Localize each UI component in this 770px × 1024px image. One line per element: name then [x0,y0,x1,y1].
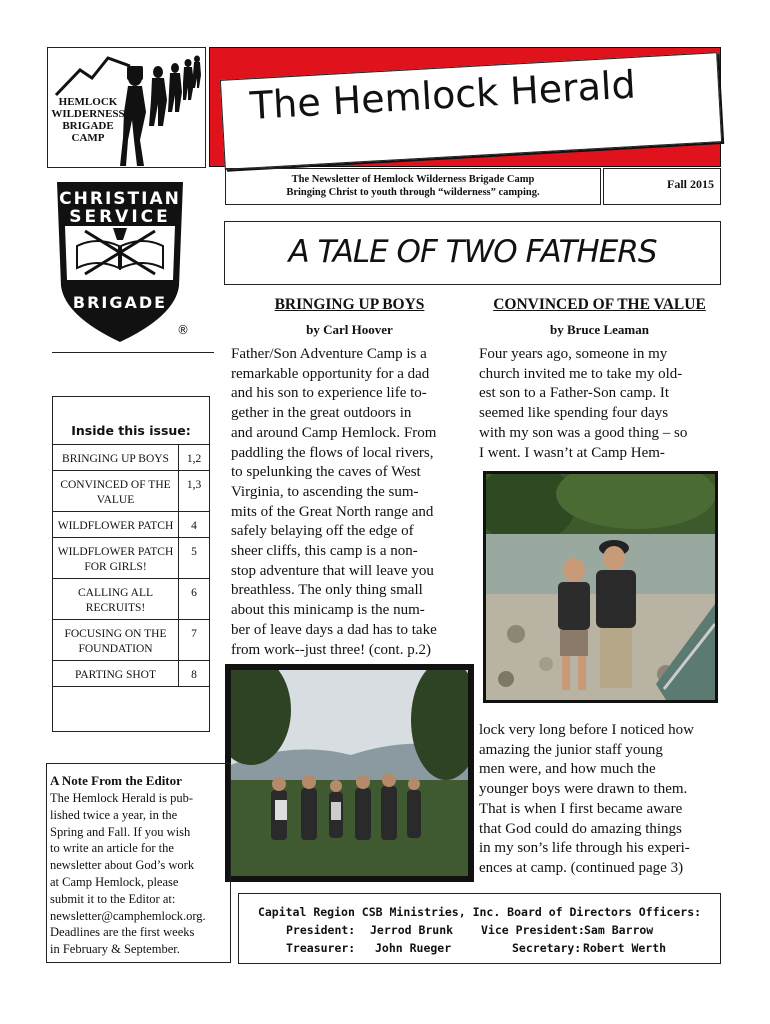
editor-note-line: newsletter@camphemlock.org. [50,908,206,923]
article1-line: mits of the Great North range and [231,503,434,520]
editor-note-line: The Hemlock Herald is pub- [50,791,194,805]
subtitle-line-2: Bringing Christ to youth through “wilderness” camping. [286,187,540,198]
hemlock-logo-icon [0,0,210,170]
editor-note-line: submit it to the Editor at: [50,891,176,906]
article2-line: church invited me to take my old- [479,365,683,382]
issue-date: Fall 2015 [603,168,721,205]
editor-note-line: lished twice a year, in the [50,807,178,822]
article1-line: gether in the great outdoors in [231,405,412,422]
editor-note-line: newsletter about God’s work [50,858,195,873]
editor-note-title: A Note From the Editor [50,773,182,788]
toc-row [53,579,210,620]
article2-line: ences at camp. (continued page 3) [479,859,684,876]
toc-row [53,512,210,538]
hemlock-logo-text: HEMLOCK WILDERNESS BRIGADE CAMP [51,96,125,144]
article2-body-bottom [479,721,694,879]
article1-line: about this minicamp is the num- [231,602,425,619]
toc-row [53,471,210,512]
article2-line: Four years ago, someone in my [479,346,668,362]
toc-item-label: FOCUSING ON THE FOUNDATION [53,620,179,661]
toc-item-label: CONVINCED OF THE VALUE [53,471,179,512]
article1-line: stop adventure that will leave you [231,562,434,579]
article1-line: from work--just three! (cont. p.2) [231,641,431,658]
headline: A TALE OF TWO FATHERS [288,234,657,270]
article2-line: in my son’s life through his experi- [479,840,690,857]
treasurer-name: John Rueger [375,941,452,955]
toc-item-label: WILDFLOWER PATCH FOR GIRLS! [53,538,179,579]
toc-row [53,620,210,661]
article2-line: men were, and how much the [479,761,656,778]
article1-byline: by Carl Hoover [306,322,393,337]
secretary-name: Robert Werth [583,941,667,955]
article1-line: to spelunking the caves of West [231,464,421,481]
toc-row [53,538,210,579]
article2-line: with my son was a good thing – so [479,424,688,441]
article2-line: That is when I first became aware [479,800,683,817]
left-divider [52,352,214,353]
article1-line: sheer cliffs, this camp is a non- [231,543,418,560]
secretary-label: Secretary: [512,941,582,955]
toc-item-label: WILDFLOWER PATCH [53,512,179,538]
president-name: Jerrod Brunk [370,923,454,937]
article2-line: est son to a Father-Son camp. It [479,385,670,402]
csb-line-3: BRIGADE [72,293,168,312]
article1-line: breathless. The only thing small [231,582,423,599]
inside-issue-table [52,444,210,687]
editor-note-body [50,790,206,958]
toc-item-pages: 6 [179,579,210,620]
toc-item-pages: 1,3 [179,471,210,512]
article2-byline: by Bruce Leaman [550,322,649,337]
toc-item-label: CALLING ALL RECRUITS! [53,579,179,620]
newsletter-subtitle [225,168,601,205]
article1-line: Virginia, to ascending the sum- [231,483,419,500]
article1-title: BRINGING UP BOYS [274,296,425,313]
article2-line: seemed like spending four days [479,405,669,422]
toc-item-pages: 5 [179,538,210,579]
editor-note-line: in February & September. [50,942,180,957]
inside-issue-title: Inside this issue: [71,423,191,438]
toc-row [53,445,210,471]
toc-item-label: BRINGING UP BOYS [53,445,179,471]
article1-line: paddling the flows of local rivers, [231,444,434,461]
treasurer-label: Treasurer: [286,941,356,955]
president-label: President: [286,923,356,937]
article1-body [231,345,437,660]
editor-note-line: Deadlines are the first weeks [50,925,195,940]
toc-row [53,661,210,687]
officers-heading: Capital Region CSB Ministries, Inc. Board of Directors Officers: [257,905,702,919]
csb-line-2: SERVICE [69,207,171,227]
editor-note-line: Spring and Fall. If you wish [50,824,191,839]
toc-item-label: PARTING SHOT [53,661,179,687]
csb-line-1: CHRISTIAN [59,189,181,209]
csb-shield-icon [55,176,195,346]
vp-name: Sam Barrow [584,923,654,937]
article2-line: that God could do amazing things [479,820,682,837]
article2-title: CONVINCED OF THE VALUE [493,296,706,313]
article1-line: and his son to experience life to- [231,385,427,402]
group-mountain-photo [225,664,474,882]
toc-item-pages: 4 [179,512,210,538]
article2-line: I went. I wasn’t at Camp Hem- [479,444,665,461]
article2-line: lock very long before I noticed how [479,722,694,738]
article1-line: safely belaying off the edge of [231,523,414,540]
article2-body-top [479,345,687,463]
toc-item-pages: 7 [179,620,210,661]
article1-line: ber of leave days a dad has to take [231,621,437,638]
article2-line: amazing the junior staff young [479,741,663,758]
toc-item-pages: 8 [179,661,210,687]
mountain-photo-image [231,670,468,876]
article1-line: remarkable opportunity for a dad [231,365,430,382]
editor-note-line: to write an article for the [50,841,174,856]
article1-line: Father/Son Adventure Camp is a [231,346,427,362]
article2-line: younger boys were drawn to them. [479,781,688,798]
registered-mark: ® [177,323,189,337]
newsletter-title: The Hemlock Herald [248,62,637,128]
father-son-river-photo [483,471,718,703]
article1-line: and around Camp Hemlock. From [231,424,437,441]
toc-item-pages: 1,2 [179,445,210,471]
vp-label: Vice President: [481,923,585,937]
editor-note-line: at Camp Hemlock, please [50,874,179,889]
subtitle-line-1: The Newsletter of Hemlock Wilderness Brigade Camp [291,174,535,185]
river-photo-image [486,474,715,700]
